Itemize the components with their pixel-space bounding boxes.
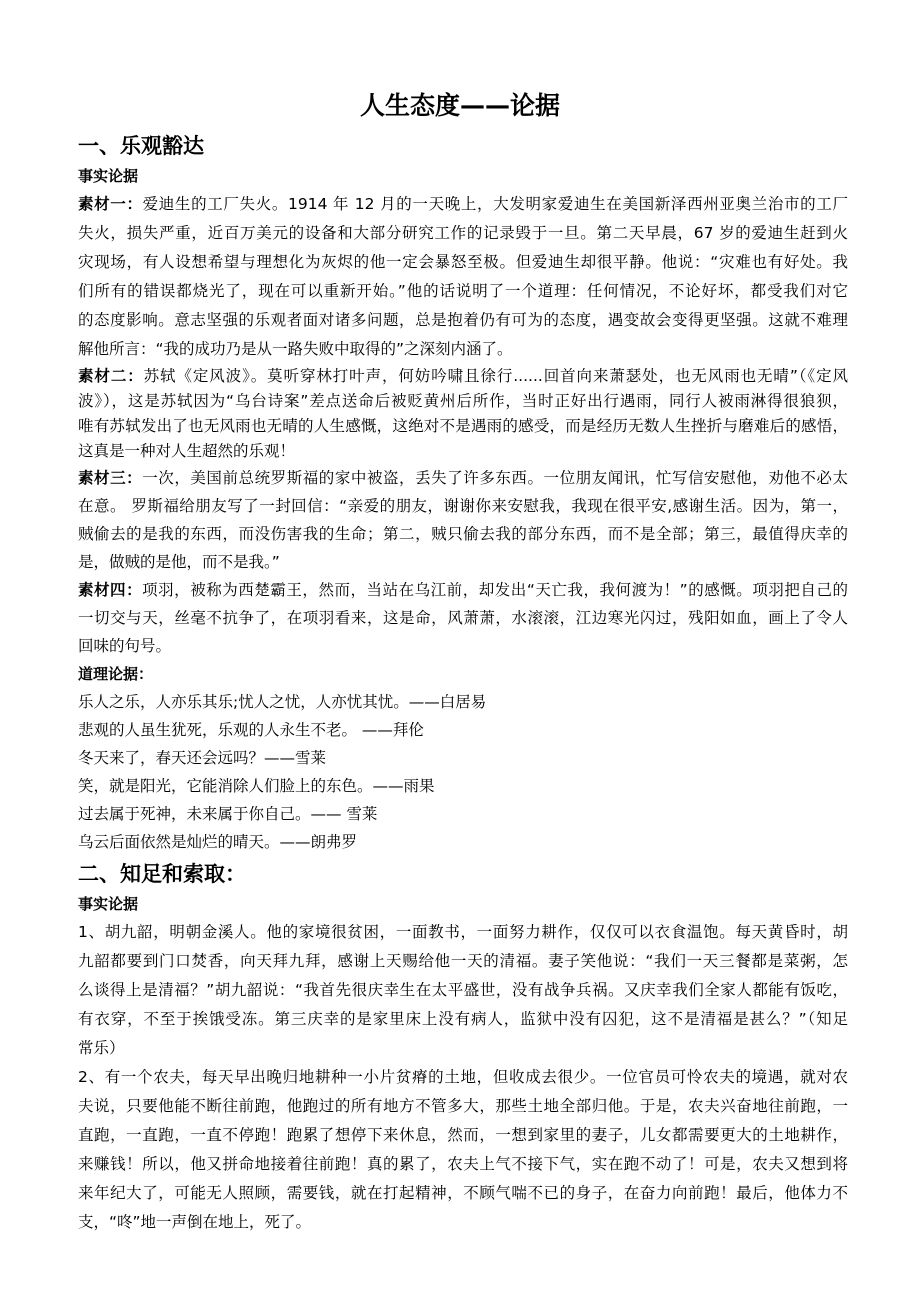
paragraph-line [78, 335, 848, 364]
paragraph-line [78, 1005, 848, 1034]
paragraph-line [78, 1121, 848, 1150]
paragraph [78, 464, 848, 576]
line-text: 来年纪大了，可能无人照顾，需要钱，就在打起精神，不顾气喘不已的身子，在奋力向前跑！最后，他体力不 [78, 1184, 848, 1202]
paragraph-line [78, 439, 848, 464]
paragraph-line [78, 1150, 848, 1179]
subheading-fact: 事实论据 [78, 895, 139, 913]
quote-line: 乐人之乐，人亦乐其乐;忧人之忧，人亦忧其忧。——白居易 [78, 693, 487, 711]
line-text: 唯有苏轼发出了也无风雨也无晴的人生感慨，这绝对不是遇雨的感受，而是经历无数人生挫折与磨难后的感悟， [78, 417, 848, 435]
quote-line: 冬天来了，春天还会远吗？——雪莱 [78, 749, 327, 767]
line-text: 失火，损失严重，近百万美元的设备和大部分研究工作的记录毁于一旦。第二天早晨，67 岁的爱迪生赶到火 [78, 224, 848, 242]
paragraph [78, 1063, 848, 1237]
subheading-reason: 道理论据： [78, 665, 154, 683]
line-text: 解他所言：“我的成功乃是从一路失败中取得的”之深刻内涵了。 [78, 340, 513, 358]
section-heading: 二、知足和索取： [78, 862, 246, 886]
paragraph-line [78, 190, 848, 219]
line-text: 灾现场，有人设想希望与理想化为灰烬的他一定会暴怒至极。但爱迪生却很平静。他说：“灾难也有好处。我 [78, 253, 848, 271]
subheading-fact: 事实论据 [78, 167, 139, 185]
line-text: 2、有一个农夫，每天早出晚归地耕种一小片贫瘠的土地，但收成去很少。一位官员可怜农夫的境遇，就对农 [78, 1068, 848, 1086]
line-text: 波》），这是苏轼因为“乌台诗案”差点送命后被贬黄州后所作，当时正好出行遇雨，同行人被雨淋得很狼狈， [78, 392, 848, 410]
line-text: 一切交与天，丝毫不抗争了，在项羽看来，这是命，风萧萧，水滚滚，江边寒光闪过，残阳如血，画上了令人 [78, 609, 848, 627]
paragraph-line [78, 277, 848, 306]
quote-line: 笑，就是阳光，它能消除人们脸上的东色。——雨果 [78, 777, 435, 795]
paragraph-line [78, 492, 848, 520]
paragraph-line [78, 576, 848, 604]
paragraph-line [78, 1179, 848, 1208]
paragraph-line [78, 464, 848, 492]
line-text: 1、胡九韶，明朝金溪人。他的家境很贫困，一面教书，一面努力耕作，仅仅可以衣食温饱。每天黄昏时，胡 [78, 923, 848, 941]
line-text: 直跑，一直跑，一直不停跑！跑累了想停下来休息，然而，一想到家里的妻子，儿女都需要更大的土地耕作， [78, 1126, 848, 1144]
paragraph-line [78, 364, 848, 389]
paragraph-line [78, 389, 848, 414]
paragraph [78, 918, 848, 1063]
quote-line: 乌云后面依然是灿烂的晴天。——朗弗罗 [78, 833, 358, 851]
line-text: 九韶都要到门口焚香，向天拜九拜，感谢上天赐给他一天的清福。妻子笑他说：“我们一天三餐都是菜粥，怎 [78, 952, 848, 970]
paragraph-line [78, 414, 848, 439]
material-label: 素材四： [78, 581, 143, 599]
line-text: 支，“咚”地一声倒在地上，死了。 [78, 1213, 312, 1231]
paragraph [78, 576, 848, 660]
line-text: 项羽，被称为西楚霸王，然而，当站在乌江前，却发出“天亡我，我何渡为！”的感慨。项羽把自己的 [142, 581, 848, 599]
paragraph-line [78, 976, 848, 1005]
paragraph-line [78, 947, 848, 976]
paragraph-line [78, 306, 848, 335]
line-text: 一次，美国前总统罗斯福的家中被盗，丢失了许多东西。一位朋友闻讯，忙写信安慰他，劝他不必太 [142, 469, 848, 487]
paragraph [78, 364, 848, 464]
line-text: 夫说，只要他能不断往前跑，他跑过的所有地方不管多大，那些土地全部归他。于是，农夫兴奋地往前跑，一 [78, 1097, 848, 1115]
paragraph-line [78, 219, 848, 248]
line-text: 们所有的错误都烧光了，现在可以重新开始。”他的话说明了一个道理：任何情况，不论好坏，都受我们对它 [78, 282, 848, 300]
material-label: 素材一： [78, 195, 143, 213]
line-text: 在意。 罗斯福给朋友写了一封回信：“亲爱的朋友，谢谢你来安慰我，我现在很平安,感谢生活。因为，第一， [78, 497, 848, 515]
paragraph-line [78, 520, 848, 548]
line-text: 回味的句号。 [78, 637, 172, 655]
paragraph-line [78, 1034, 848, 1063]
paragraph-line [78, 1092, 848, 1121]
paragraph-line [78, 1208, 848, 1237]
paragraph [78, 190, 848, 364]
paragraph-line [78, 604, 848, 632]
line-text: 的态度影响。意志坚强的乐观者面对诸多问题，总是抱着仍有可为的态度，遇变故会变得更坚强。这就不难理 [78, 311, 848, 329]
document-body [78, 130, 848, 1237]
line-text: 常乐） [78, 1039, 125, 1057]
line-text: 是，做贼的是他，而不是我。” [78, 553, 280, 571]
line-text: 这真是一种对人生超然的乐观！ [78, 442, 296, 460]
quote-line: 过去属于死神，未来属于你自己。—— 雪莱 [78, 805, 378, 823]
document-title: 人生态度——论据 [359, 91, 560, 120]
paragraph-line [78, 548, 848, 576]
paragraph-line [78, 632, 848, 660]
line-text: 贼偷去的是我的东西，而没伤害我的生命；第二，贼只偷去我的部分东西，而不是全部；第三，最值得庆幸的 [78, 525, 848, 543]
material-label: 素材三： [78, 469, 143, 487]
paragraph-line [78, 1063, 848, 1092]
section-heading: 一、乐观豁达 [78, 134, 204, 158]
paragraph-line [78, 248, 848, 277]
line-text: 苏轼《定风波》。莫听穿林打叶声，何妨吟啸且徐行......回首向来萧瑟处，也无风雨也无晴”（《定风 [143, 367, 848, 385]
line-text: 么谈得上是清福？”胡九韶说：“我首先很庆幸生在太平盛世，没有战争兵祸。又庆幸我们全家人都能有饭吃， [78, 981, 848, 999]
paragraph-line [78, 918, 848, 947]
line-text: 爱迪生的工厂失火。1914 年 12 月的一天晚上，大发明家爱迪生在美国新泽西州亚奥兰治市的工厂 [142, 195, 848, 213]
material-label: 素材二： [78, 367, 144, 385]
line-text: 来赚钱！所以，他又拼命地接着往前跑！真的累了，农夫上气不接下气，实在跑不动了！可是，农夫又想到将 [78, 1155, 848, 1173]
quote-line: 悲观的人虽生犹死，乐观的人永生不老。 ——拜伦 [78, 721, 424, 739]
line-text: 有衣穿，不至于挨饿受冻。第三庆幸的是家里床上没有病人，监狱中没有囚犯，这不是清福是甚么？”（知足 [78, 1010, 848, 1028]
